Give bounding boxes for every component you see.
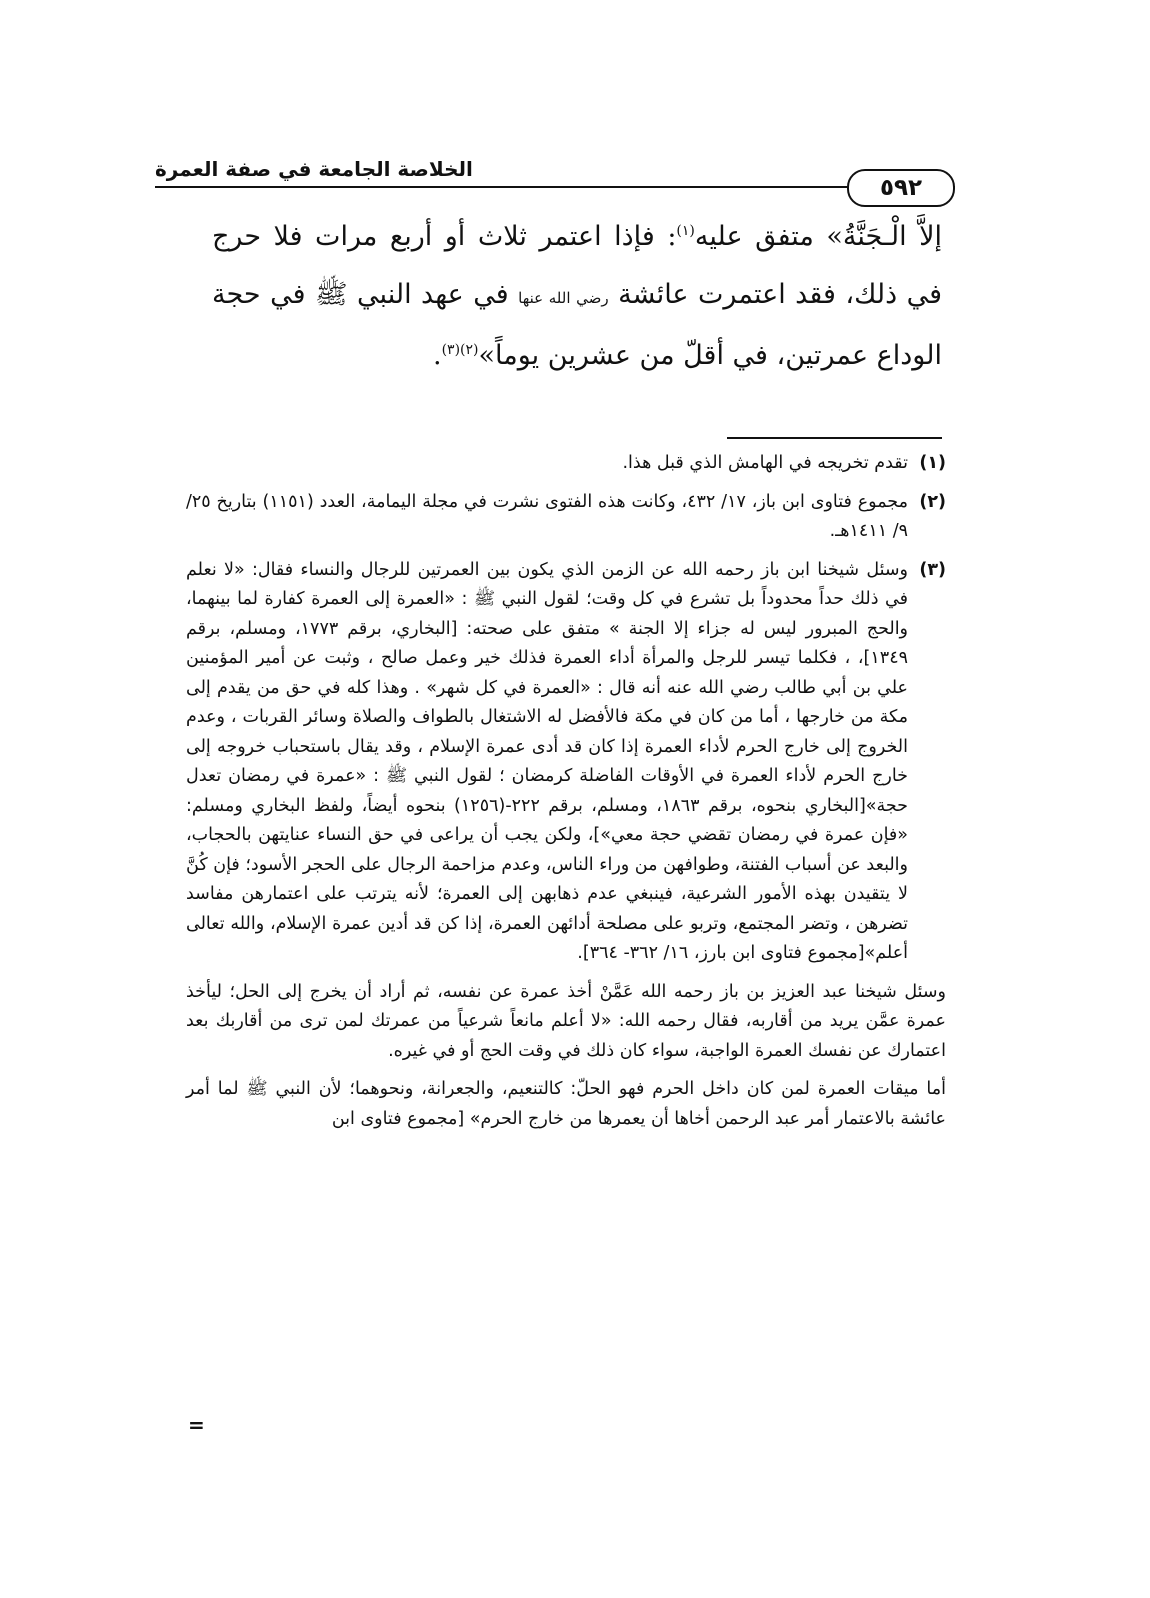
footnote-separator [727, 437, 942, 439]
main-text [212, 208, 942, 385]
footnote-paragraph: أما ميقات العمرة لمن كان داخل الحرم فهو الحلّ: كالتنعيم، والجعرانة، ونحوهما؛ لأن النبي ﷺ لما أمر عائشة بالاعتمار أمر عبد الرحمن أخاها أن يعمرها من خارج الحرم» [مجموع فتاوى ابن [186, 1079, 946, 1129]
main-text-part: إلاَّ الْـجَنَّةُ» متفق عليه [694, 221, 942, 252]
footnotes [186, 449, 946, 1143]
main-paragraph [212, 208, 942, 385]
footnote-text: مجموع فتاوى ابن باز، ١٧/ ٤٣٢، وكانت هذه الفتوى نشرت في مجلة اليمامة، العدد (١١٥١) بتاريخ ٢٥/ ٩/ ١٤١١هـ. [186, 491, 908, 541]
footnote [186, 556, 946, 969]
main-text-part: : فإذا اعتمر ثلاث أو أربع مرات فلا حرج في ذلك، فقد اعتمرت عائشة [212, 221, 942, 310]
main-text-part: . [432, 340, 442, 371]
footnote-number: (٣) [919, 559, 946, 580]
main-text-part: في عهد النبي ﷺ في حجة الوداع عمرتين، في أقلّ من عشرين يوماً» [212, 279, 942, 371]
footnote-number: (١) [919, 453, 946, 473]
honorific-glyph: رضي الله عنها [518, 289, 609, 307]
footnote [186, 449, 946, 479]
continuation-mark: = [188, 1413, 205, 1437]
header-rule [155, 186, 955, 188]
footnote-ref: (٢)(٣) [441, 342, 479, 358]
footnote-ref: (١) [676, 223, 695, 239]
page-header [155, 157, 955, 205]
footnote-text: تقدم تخريجه في الهامش الذي قبل هذا. [622, 453, 908, 473]
running-title: الخلاصة الجامعة في صفة العمرة [155, 157, 473, 181]
footnote [186, 488, 946, 547]
page-number-badge: ٥٩٢ [847, 169, 955, 207]
footnote-paragraph: وسئل شيخنا عبد العزيز بن باز رحمه الله عَمَّنْ أخذ عمرة عن نفسه، ثم أراد أن يخرج إلى الحل؛ ليأخذ عمرة عمَّن يريد من أقاربه، فقال رحمه الله: «لا أعلم مانعاً شرعياً من عمرتك لمن ترى من أقاربك بعد اعتمارك عن نفسك العمرة الواجبة، سواء كان ذلك في وقت الحج أو في غيره. [186, 981, 946, 1061]
footnote-text: وسئل شيخنا ابن باز رحمه الله عن الزمن الذي يكون بين العمرتين للرجال والنساء فقال: «لا نعلم في ذلك حداً محدوداً بل تشرع في كل وقت؛ لقول النبي ﷺ : «العمرة إلى العمرة كفارة لما بينهما، والحج المبرور ليس له جزاء إلا الجنة » متفق على صحته: [البخاري، برقم ١٧٧٣، ومسلم، برقم ١٣٤٩]، ، فكلما تيسر للرجل والمرأة أداء العمرة فذلك خير وعمل صالح ، وثبت عن أمير المؤمنين علي بن أبي طالب رضي الله عنه أنه قال : «العمرة في كل شهر» . وهذا كله في حق من يقدم إلى مكة من خارجها ، أما من كان في مكة فالأفضل له الاشتغال بالطواف والصلاة وسائر القربات ، وعدم الخروج إلى خارج الحرم لأداء العمرة إذا كان قد أدى عمرة الإسلام ، وقد يقال باستحباب خروجه إلى خارج الحرم لأداء العمرة في الأوقات الفاضلة كرمضان ؛ لقول النبي ﷺ : «عمرة في رمضان تعدل حجة»[البخاري بنحوه، برقم ١٨٦٣، ومسلم، برقم ٢٢٢-(١٢٥٦) بنحوه أيضاً، ولفظ البخاري ومسلم: «فإن عمرة في رمضان تقضي حجة معي»]، ولكن يجب أن يراعى في حق النساء عنايتهن بالحجاب، والبعد عن أسباب الفتنة، وطوافهن من وراء الناس، وعدم مزاحمة الرجال على الحجر الأسود؛ فإن كُنَّ لا يتقيدن بهذه الأمور الشرعية، فينبغي عدم ذهابهن إلى العمرة؛ لأنه يترتب على اعتمارهن مفاسد تضرهن ، وتضر المجتمع، وتربو على مصلحة أدائهن العمرة، إذا كن قد أدين عمرة الإسلام، والله تعالى أعلم»[مجموع فتاوى ابن بارز، ١٦/ ٣٦٢- ٣٦٤]. [186, 559, 909, 963]
footnote-number: (٢) [919, 491, 946, 512]
